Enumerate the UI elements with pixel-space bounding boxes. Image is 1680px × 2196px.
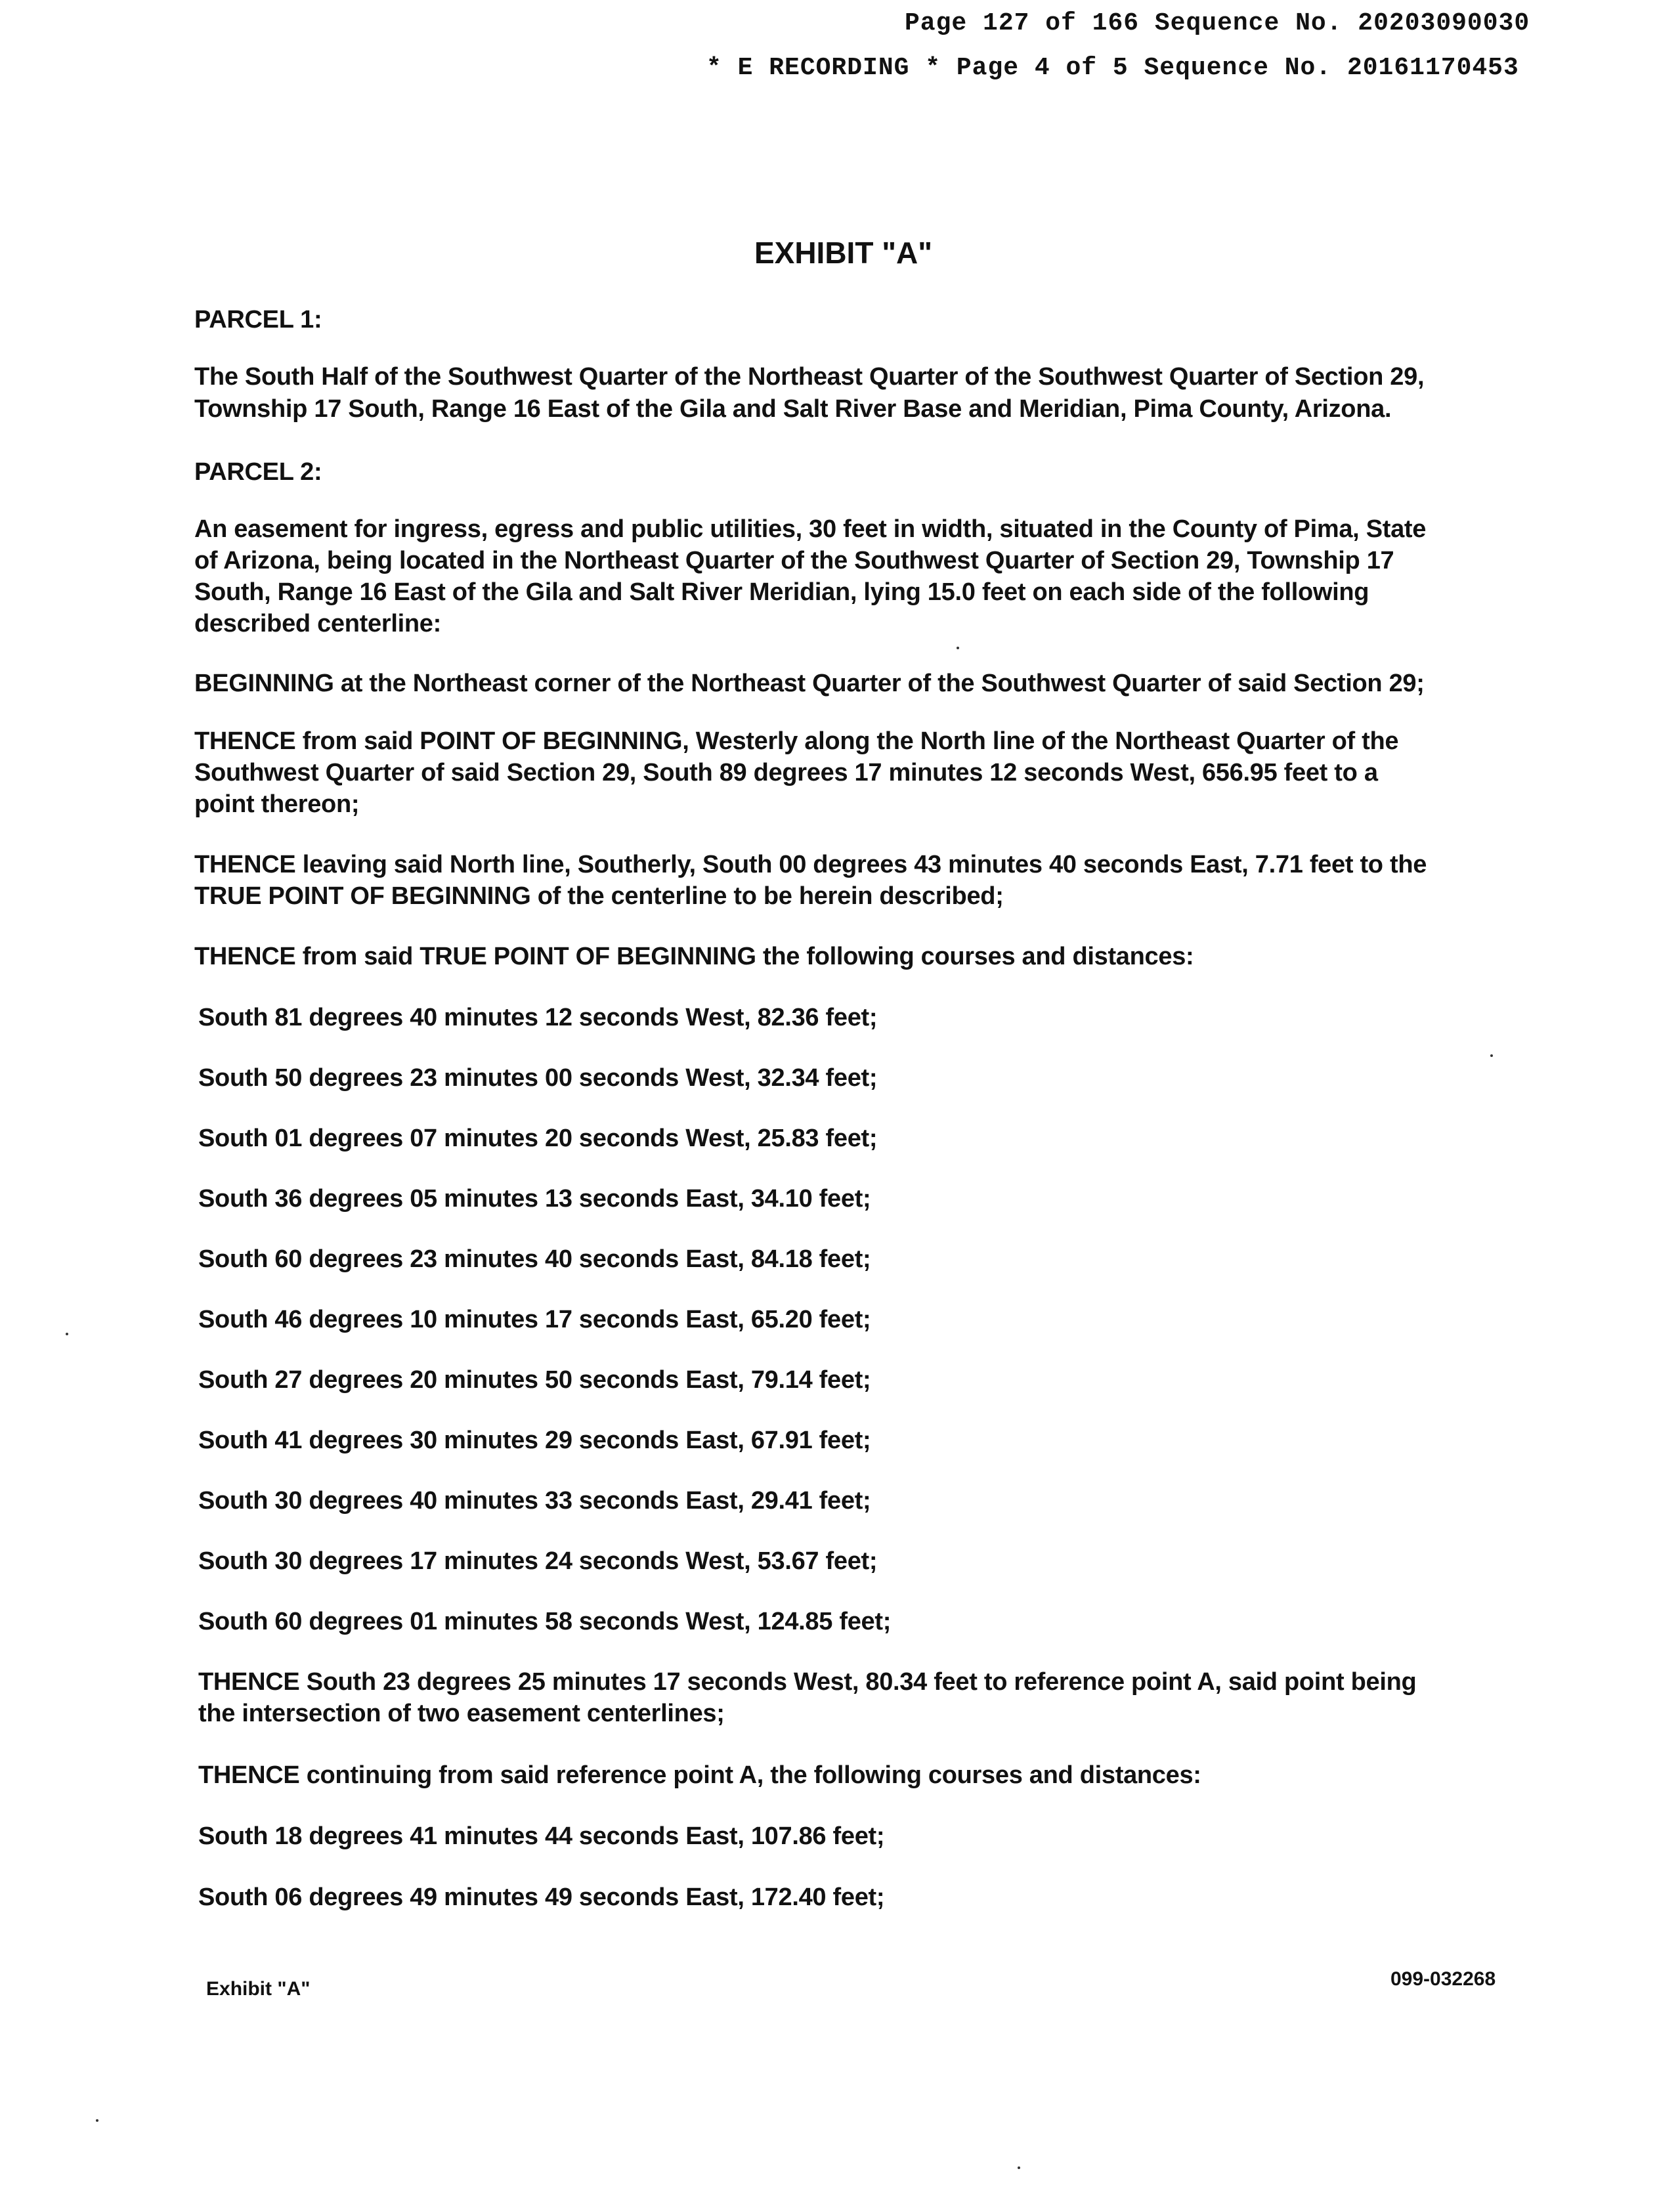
course-line: South 01 degrees 07 minutes 20 seconds West, 25.83 feet; [198, 1125, 878, 1152]
course-line: South 27 degrees 20 minutes 50 seconds East, 79.14 feet; [198, 1366, 871, 1394]
course-line: South 18 degrees 41 minutes 44 seconds East, 107.86 feet; [198, 1822, 885, 1850]
thence2-line-1: THENCE leaving said North line, Southerly, South 00 degrees 43 minutes 40 seconds East, 7.71 feet to the [194, 851, 1427, 878]
parcel1-line-2: Township 17 South, Range 16 East of the Gila and Salt River Base and Meridian, Pima County, Arizona. [194, 395, 1392, 423]
course-line: South 60 degrees 01 minutes 58 seconds West, 124.85 feet; [198, 1608, 892, 1635]
parcel1-line-1: The South Half of the Southwest Quarter of the Northeast Quarter of the Southwest Quarter of Section 29, [194, 363, 1425, 391]
footer-document-number: 099-032268 [1390, 1968, 1496, 1990]
parcel2-heading: PARCEL 2: [194, 458, 322, 486]
scan-speck [1490, 1054, 1493, 1057]
thence1-line-1: THENCE from said POINT OF BEGINNING, Westerly along the North line of the Northeast Quarter of the [194, 727, 1399, 755]
scan-speck [96, 2119, 98, 2122]
course-line: South 30 degrees 17 minutes 24 seconds West, 53.67 feet; [198, 1547, 878, 1575]
beginning-paragraph: BEGINNING at the Northeast corner of the Northeast Quarter of the Southwest Quarter of said Section 29; [194, 670, 1425, 697]
course-line: South 30 degrees 40 minutes 33 seconds East, 29.41 feet; [198, 1487, 871, 1515]
scan-speck [66, 1333, 68, 1335]
parcel2-intro-line-4: described centerline: [194, 610, 441, 637]
footer-exhibit-label: Exhibit "A" [206, 1978, 311, 2000]
thence2-line-2: TRUE POINT OF BEGINNING of the centerline to be herein described; [194, 882, 1004, 910]
course-line: South 36 degrees 05 minutes 13 seconds East, 34.10 feet; [198, 1185, 871, 1213]
recording-sequence-header: * E RECORDING * Page 4 of 5 Sequence No. 20161170453 [706, 54, 1519, 82]
scan-speck [1018, 2166, 1020, 2169]
parcel2-intro-line-2: of Arizona, being located in the Northeast Quarter of the Southwest Quarter of Section 29, Township 17 [194, 547, 1394, 574]
parcel2-intro-line-3: South, Range 16 East of the Gila and Salt River Meridian, lying 15.0 feet on each side of the following [194, 578, 1369, 606]
course-line: South 41 degrees 30 minutes 29 seconds East, 67.91 feet; [198, 1427, 871, 1454]
page-sequence-header: Page 127 of 166 Sequence No. 20203090030 [905, 9, 1530, 37]
thence4-line-1: THENCE South 23 degrees 25 minutes 17 seconds West, 80.34 feet to reference point A, said point being [198, 1668, 1417, 1696]
parcel2-intro-line-1: An easement for ingress, egress and public utilities, 30 feet in width, situated in the County of Pima, State [194, 515, 1427, 543]
exhibit-title: EXHIBIT "A" [754, 236, 933, 270]
parcel1-heading: PARCEL 1: [194, 306, 322, 334]
thence3-paragraph: THENCE from said TRUE POINT OF BEGINNING the following courses and distances: [194, 943, 1194, 970]
course-line: South 06 degrees 49 minutes 49 seconds East, 172.40 feet; [198, 1884, 885, 1911]
course-line: South 50 degrees 23 minutes 00 seconds West, 32.34 feet; [198, 1064, 878, 1092]
course-line: South 60 degrees 23 minutes 40 seconds East, 84.18 feet; [198, 1245, 871, 1273]
thence4-line-2: the intersection of two easement centerlines; [198, 1700, 725, 1727]
thence1-line-2: Southwest Quarter of said Section 29, South 89 degrees 17 minutes 12 seconds West, 656.95 feet to a [194, 759, 1378, 786]
thence5-paragraph: THENCE continuing from said reference point A, the following courses and distances: [198, 1761, 1201, 1789]
thence1-line-3: point thereon; [194, 790, 360, 818]
scan-speck [957, 647, 959, 649]
course-line: South 46 degrees 10 minutes 17 seconds East, 65.20 feet; [198, 1306, 871, 1333]
course-line: South 81 degrees 40 minutes 12 seconds West, 82.36 feet; [198, 1004, 878, 1031]
